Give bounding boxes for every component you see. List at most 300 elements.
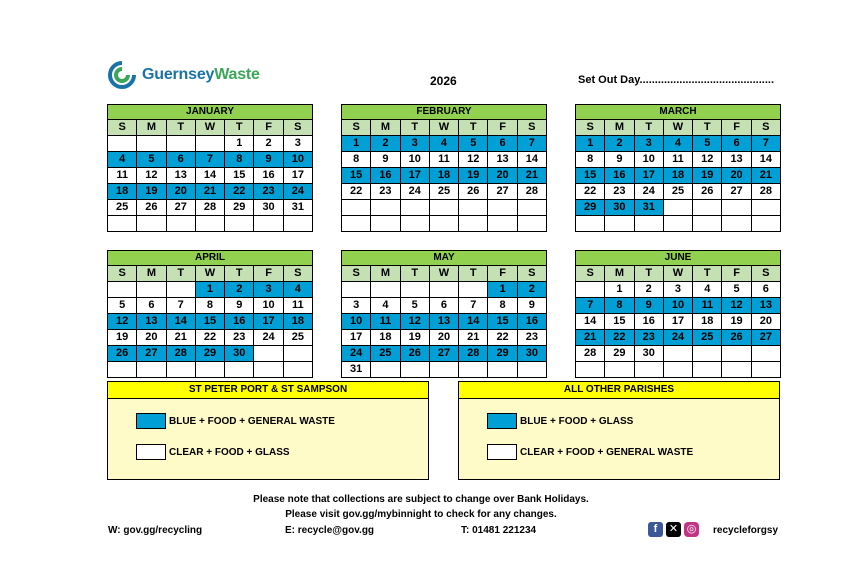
day-cell: 8 <box>576 152 605 168</box>
day-cell: 8 <box>225 152 254 168</box>
day-cell: 29 <box>225 200 254 216</box>
day-cell: 27 <box>430 346 459 362</box>
legend-label: BLUE + FOOD + GENERAL WASTE <box>169 415 335 427</box>
empty-day-cell <box>693 346 722 362</box>
day-cell: 9 <box>254 152 283 168</box>
weekday-header: M <box>605 266 634 282</box>
empty-day-cell <box>108 216 137 232</box>
day-cell: 11 <box>430 152 459 168</box>
empty-day-cell <box>137 362 166 378</box>
day-cell: 19 <box>401 330 430 346</box>
empty-day-cell <box>664 362 693 378</box>
empty-day-cell <box>752 346 781 362</box>
day-cell: 25 <box>108 200 137 216</box>
empty-day-cell <box>459 282 488 298</box>
weekday-header: F <box>254 120 283 136</box>
day-cell: 18 <box>284 314 313 330</box>
day-cell: 31 <box>284 200 313 216</box>
empty-day-cell <box>518 200 547 216</box>
day-cell: 6 <box>137 298 166 314</box>
clear-swatch <box>487 444 517 460</box>
empty-day-cell <box>576 362 605 378</box>
weekday-header: S <box>342 266 371 282</box>
day-cell: 24 <box>401 184 430 200</box>
day-cell: 28 <box>196 200 225 216</box>
empty-day-cell <box>752 200 781 216</box>
day-cell: 24 <box>635 184 664 200</box>
empty-day-cell <box>284 346 313 362</box>
day-cell: 5 <box>459 136 488 152</box>
month-may <box>341 250 547 378</box>
day-cell: 23 <box>605 184 634 200</box>
empty-day-cell <box>430 200 459 216</box>
weekday-header: F <box>722 120 751 136</box>
day-cell: 25 <box>664 184 693 200</box>
day-cell: 9 <box>225 298 254 314</box>
day-cell: 7 <box>459 298 488 314</box>
empty-day-cell <box>459 216 488 232</box>
day-cell: 22 <box>488 330 517 346</box>
day-grid <box>107 120 313 232</box>
day-cell: 12 <box>722 298 751 314</box>
day-cell: 12 <box>459 152 488 168</box>
empty-day-cell <box>137 282 166 298</box>
day-cell: 12 <box>401 314 430 330</box>
day-cell: 20 <box>430 330 459 346</box>
legend-item-blue <box>136 413 335 429</box>
empty-day-cell <box>137 136 166 152</box>
empty-day-cell <box>635 216 664 232</box>
day-cell: 21 <box>518 168 547 184</box>
day-cell: 30 <box>518 346 547 362</box>
empty-day-cell <box>196 136 225 152</box>
day-cell: 8 <box>342 152 371 168</box>
weekday-header: W <box>664 266 693 282</box>
day-cell: 19 <box>722 314 751 330</box>
empty-day-cell <box>254 346 283 362</box>
legend-item-clear <box>136 444 290 460</box>
day-cell: 27 <box>488 184 517 200</box>
weekday-header: W <box>430 120 459 136</box>
day-cell: 6 <box>752 282 781 298</box>
weekday-header: S <box>518 266 547 282</box>
day-cell: 27 <box>752 330 781 346</box>
empty-day-cell <box>693 362 722 378</box>
empty-day-cell <box>371 282 400 298</box>
legend-st-peter-port <box>107 381 429 480</box>
weekday-header: T <box>693 120 722 136</box>
day-cell: 10 <box>401 152 430 168</box>
day-cell: 13 <box>722 152 751 168</box>
day-cell: 13 <box>488 152 517 168</box>
empty-day-cell <box>605 362 634 378</box>
footer-web[interactable]: W: gov.gg/recycling <box>108 525 203 536</box>
day-cell: 5 <box>693 136 722 152</box>
instagram-icon[interactable]: ◎ <box>684 522 699 537</box>
legend-title: ST PETER PORT & ST SAMPSON <box>108 382 428 399</box>
empty-day-cell <box>693 200 722 216</box>
day-cell: 4 <box>693 282 722 298</box>
empty-day-cell <box>722 346 751 362</box>
empty-day-cell <box>371 216 400 232</box>
day-cell: 20 <box>137 330 166 346</box>
empty-day-cell <box>167 216 196 232</box>
empty-day-cell <box>167 362 196 378</box>
day-cell: 20 <box>722 168 751 184</box>
day-cell: 25 <box>430 184 459 200</box>
weekday-header: T <box>167 120 196 136</box>
day-cell: 8 <box>605 298 634 314</box>
weekday-header: S <box>752 266 781 282</box>
day-cell: 4 <box>108 152 137 168</box>
empty-day-cell <box>401 216 430 232</box>
empty-day-cell <box>430 282 459 298</box>
empty-day-cell <box>401 200 430 216</box>
empty-day-cell <box>605 216 634 232</box>
empty-day-cell <box>430 216 459 232</box>
day-cell: 20 <box>752 314 781 330</box>
day-cell: 28 <box>752 184 781 200</box>
day-cell: 4 <box>430 136 459 152</box>
day-cell: 7 <box>518 136 547 152</box>
website-note: Please visit gov.gg/mybinnight to check for any changes. <box>285 509 557 520</box>
day-cell: 12 <box>108 314 137 330</box>
empty-day-cell <box>459 200 488 216</box>
day-cell: 3 <box>664 282 693 298</box>
weekday-header: M <box>137 266 166 282</box>
empty-day-cell <box>108 362 137 378</box>
day-cell: 9 <box>371 152 400 168</box>
day-cell: 3 <box>635 136 664 152</box>
logo-text: GuernseyWaste <box>142 66 260 83</box>
day-cell: 9 <box>605 152 634 168</box>
day-cell: 29 <box>196 346 225 362</box>
legend-label: BLUE + FOOD + GLASS <box>520 415 634 427</box>
calendar-year: 2026 <box>430 74 457 88</box>
day-cell: 24 <box>664 330 693 346</box>
day-cell: 14 <box>196 168 225 184</box>
day-cell: 11 <box>664 152 693 168</box>
day-cell: 10 <box>342 314 371 330</box>
weekday-header: F <box>722 266 751 282</box>
day-cell: 5 <box>108 298 137 314</box>
day-cell: 15 <box>605 314 634 330</box>
empty-day-cell <box>722 362 751 378</box>
day-cell: 28 <box>576 346 605 362</box>
weekday-header: T <box>635 266 664 282</box>
day-cell: 19 <box>459 168 488 184</box>
day-cell: 17 <box>342 330 371 346</box>
day-grid <box>107 266 313 378</box>
empty-day-cell <box>284 362 313 378</box>
empty-day-cell <box>664 346 693 362</box>
day-cell: 6 <box>167 152 196 168</box>
empty-day-cell <box>254 362 283 378</box>
day-cell: 4 <box>664 136 693 152</box>
day-cell: 28 <box>167 346 196 362</box>
month-february <box>341 104 547 232</box>
day-cell: 23 <box>225 330 254 346</box>
day-cell: 12 <box>137 168 166 184</box>
weekday-header: S <box>108 266 137 282</box>
day-cell: 14 <box>752 152 781 168</box>
day-cell: 1 <box>225 136 254 152</box>
empty-day-cell <box>693 216 722 232</box>
day-cell: 13 <box>430 314 459 330</box>
weekday-header: S <box>518 120 547 136</box>
weekday-header: S <box>108 120 137 136</box>
day-cell: 30 <box>635 346 664 362</box>
day-cell: 18 <box>664 168 693 184</box>
month-name: JUNE <box>575 250 781 266</box>
day-cell: 14 <box>459 314 488 330</box>
day-grid <box>341 266 547 378</box>
day-cell: 15 <box>196 314 225 330</box>
day-cell: 29 <box>605 346 634 362</box>
day-cell: 20 <box>167 184 196 200</box>
day-cell: 1 <box>342 136 371 152</box>
day-cell: 4 <box>284 282 313 298</box>
day-cell: 29 <box>488 346 517 362</box>
day-cell: 23 <box>254 184 283 200</box>
weekday-header: M <box>605 120 634 136</box>
day-cell: 21 <box>167 330 196 346</box>
day-cell: 13 <box>752 298 781 314</box>
day-cell: 18 <box>371 330 400 346</box>
day-cell: 19 <box>693 168 722 184</box>
empty-day-cell <box>488 362 517 378</box>
day-cell: 22 <box>196 330 225 346</box>
month-name: APRIL <box>107 250 313 266</box>
empty-day-cell <box>371 200 400 216</box>
day-cell: 24 <box>284 184 313 200</box>
day-cell: 25 <box>693 330 722 346</box>
day-cell: 21 <box>196 184 225 200</box>
day-cell: 22 <box>342 184 371 200</box>
empty-day-cell <box>137 216 166 232</box>
empty-day-cell <box>342 282 371 298</box>
day-cell: 22 <box>576 184 605 200</box>
day-cell: 15 <box>225 168 254 184</box>
day-cell: 10 <box>635 152 664 168</box>
empty-day-cell <box>518 216 547 232</box>
empty-day-cell <box>752 362 781 378</box>
weekday-header: M <box>137 120 166 136</box>
day-cell: 6 <box>488 136 517 152</box>
day-cell: 3 <box>342 298 371 314</box>
weekday-header: T <box>167 266 196 282</box>
day-cell: 18 <box>430 168 459 184</box>
day-cell: 23 <box>518 330 547 346</box>
day-cell: 28 <box>518 184 547 200</box>
blue-swatch <box>136 413 166 429</box>
empty-day-cell <box>752 216 781 232</box>
day-cell: 26 <box>693 184 722 200</box>
day-cell: 7 <box>196 152 225 168</box>
day-cell: 16 <box>635 314 664 330</box>
day-cell: 26 <box>401 346 430 362</box>
footer-email[interactable]: E: recycle@gov.gg <box>285 525 375 536</box>
day-cell: 22 <box>225 184 254 200</box>
day-cell: 15 <box>576 168 605 184</box>
day-cell: 11 <box>371 314 400 330</box>
bank-holiday-note: Please note that collections are subject to change over Bank Holidays. <box>253 494 589 505</box>
day-cell: 2 <box>371 136 400 152</box>
empty-day-cell <box>108 282 137 298</box>
empty-day-cell <box>401 362 430 378</box>
day-cell: 2 <box>605 136 634 152</box>
day-cell: 31 <box>635 200 664 216</box>
weekday-header: F <box>488 266 517 282</box>
weekday-header: W <box>430 266 459 282</box>
weekday-header: S <box>342 120 371 136</box>
empty-day-cell <box>664 216 693 232</box>
x-icon[interactable]: ✕ <box>666 522 681 537</box>
day-cell: 27 <box>137 346 166 362</box>
set-out-day-label: Set Out Day............................................ <box>578 74 775 86</box>
day-cell: 8 <box>196 298 225 314</box>
weekday-header: T <box>459 120 488 136</box>
legend-title: ALL OTHER PARISHES <box>459 382 779 399</box>
day-cell: 3 <box>254 282 283 298</box>
empty-day-cell <box>459 362 488 378</box>
day-cell: 29 <box>576 200 605 216</box>
month-june <box>575 250 781 378</box>
empty-day-cell <box>254 216 283 232</box>
empty-day-cell <box>722 216 751 232</box>
empty-day-cell <box>401 282 430 298</box>
day-cell: 25 <box>371 346 400 362</box>
day-cell: 6 <box>430 298 459 314</box>
day-cell: 9 <box>635 298 664 314</box>
empty-day-cell <box>430 362 459 378</box>
facebook-icon[interactable]: f <box>648 522 663 537</box>
day-cell: 1 <box>488 282 517 298</box>
day-cell: 10 <box>284 152 313 168</box>
empty-day-cell <box>167 282 196 298</box>
day-cell: 7 <box>167 298 196 314</box>
day-cell: 27 <box>722 184 751 200</box>
empty-day-cell <box>284 216 313 232</box>
day-cell: 11 <box>284 298 313 314</box>
empty-day-cell <box>342 216 371 232</box>
day-cell: 24 <box>342 346 371 362</box>
legend-label: CLEAR + FOOD + GLASS <box>169 446 290 458</box>
legend-item-blue <box>487 413 633 429</box>
weekday-header: T <box>459 266 488 282</box>
legend-label: CLEAR + FOOD + GENERAL WASTE <box>520 446 694 458</box>
weekday-header: S <box>284 266 313 282</box>
day-cell: 11 <box>108 168 137 184</box>
weekday-header: T <box>401 266 430 282</box>
day-cell: 10 <box>254 298 283 314</box>
day-cell: 26 <box>108 346 137 362</box>
weekday-header: T <box>635 120 664 136</box>
social-handle[interactable]: recycleforgsy <box>713 525 779 536</box>
day-cell: 16 <box>605 168 634 184</box>
day-cell: 3 <box>401 136 430 152</box>
day-cell: 20 <box>488 168 517 184</box>
empty-day-cell <box>196 216 225 232</box>
day-grid <box>575 120 781 232</box>
day-cell: 9 <box>518 298 547 314</box>
day-cell: 18 <box>693 314 722 330</box>
day-cell: 10 <box>664 298 693 314</box>
month-name: FEBRUARY <box>341 104 547 120</box>
day-cell: 7 <box>576 298 605 314</box>
weekday-header: S <box>576 266 605 282</box>
empty-day-cell <box>196 362 225 378</box>
empty-day-cell <box>225 216 254 232</box>
day-cell: 2 <box>254 136 283 152</box>
day-cell: 15 <box>488 314 517 330</box>
day-cell: 14 <box>167 314 196 330</box>
weekday-header: W <box>196 120 225 136</box>
day-cell: 30 <box>605 200 634 216</box>
day-cell: 21 <box>752 168 781 184</box>
day-cell: 3 <box>284 136 313 152</box>
month-name: JANUARY <box>107 104 313 120</box>
empty-day-cell <box>342 200 371 216</box>
clear-swatch <box>136 444 166 460</box>
day-cell: 12 <box>693 152 722 168</box>
legend-other-parishes <box>458 381 780 480</box>
month-name: MAY <box>341 250 547 266</box>
day-cell: 17 <box>664 314 693 330</box>
day-cell: 5 <box>722 282 751 298</box>
weekday-header: W <box>664 120 693 136</box>
day-cell: 6 <box>722 136 751 152</box>
day-cell: 22 <box>605 330 634 346</box>
day-cell: 25 <box>284 330 313 346</box>
weekday-header: M <box>371 266 400 282</box>
day-cell: 5 <box>137 152 166 168</box>
weekday-header: W <box>196 266 225 282</box>
day-cell: 14 <box>576 314 605 330</box>
day-cell: 30 <box>225 346 254 362</box>
empty-day-cell <box>108 136 137 152</box>
day-cell: 19 <box>108 330 137 346</box>
day-cell: 17 <box>401 168 430 184</box>
weekday-header: S <box>576 120 605 136</box>
social-icons <box>648 522 699 537</box>
day-cell: 27 <box>167 200 196 216</box>
empty-day-cell <box>488 216 517 232</box>
weekday-header: T <box>225 266 254 282</box>
day-cell: 26 <box>459 184 488 200</box>
weekday-header: T <box>401 120 430 136</box>
day-cell: 2 <box>225 282 254 298</box>
empty-day-cell <box>576 282 605 298</box>
day-cell: 18 <box>108 184 137 200</box>
blue-swatch <box>487 413 517 429</box>
day-cell: 13 <box>167 168 196 184</box>
weekday-header: T <box>225 120 254 136</box>
day-cell: 4 <box>371 298 400 314</box>
weekday-header: F <box>254 266 283 282</box>
month-name: MARCH <box>575 104 781 120</box>
day-grid <box>341 120 547 232</box>
weekday-header: F <box>488 120 517 136</box>
day-cell: 16 <box>254 168 283 184</box>
month-january <box>107 104 313 232</box>
day-cell: 23 <box>635 330 664 346</box>
logo-swirl-icon <box>107 60 137 90</box>
empty-day-cell <box>371 362 400 378</box>
weekday-header: M <box>371 120 400 136</box>
footer-phone: T: 01481 221234 <box>461 525 537 536</box>
day-grid <box>575 266 781 378</box>
